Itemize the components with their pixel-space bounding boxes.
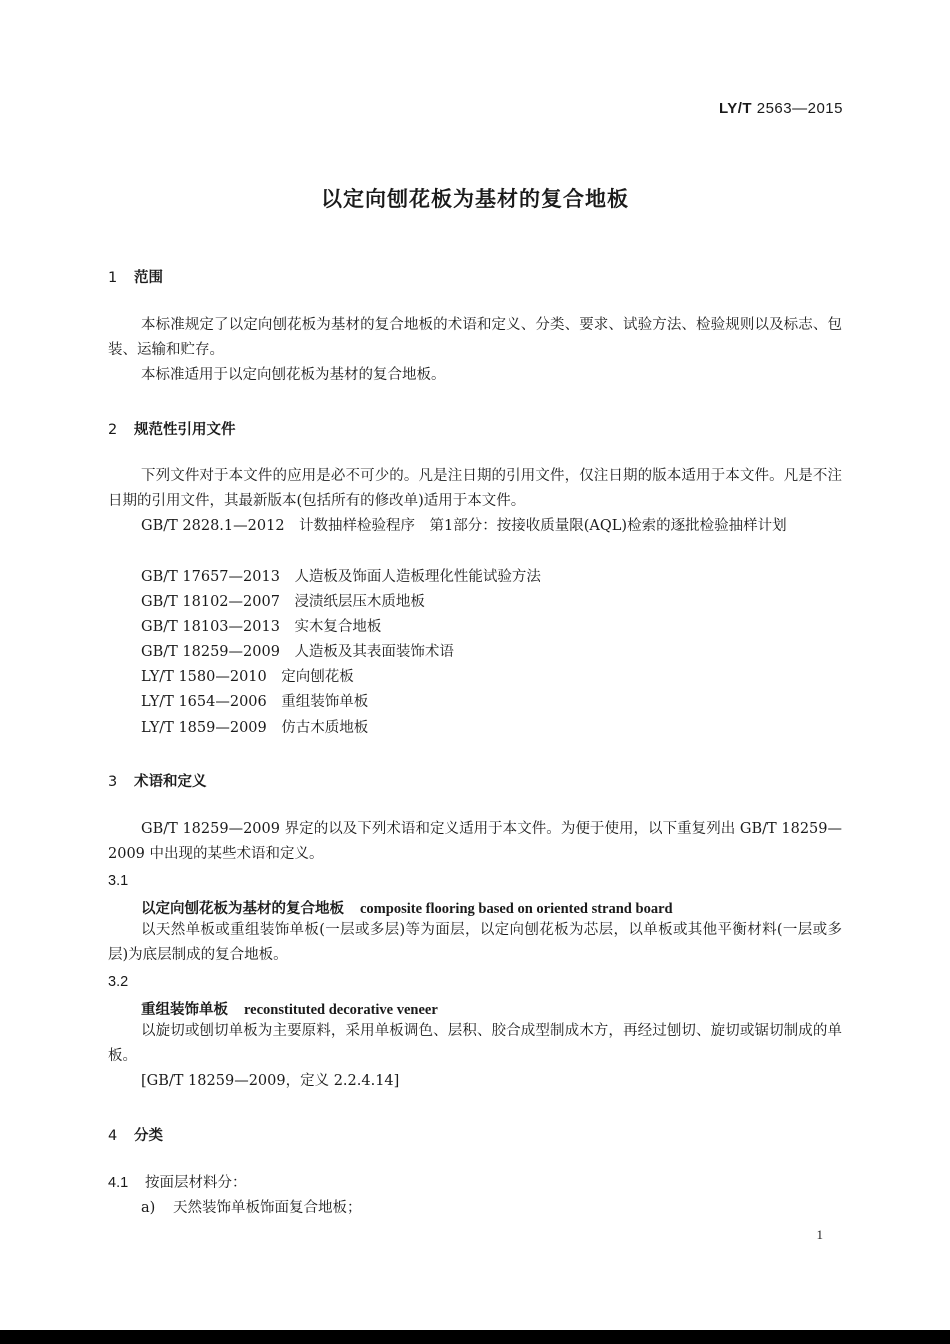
term-number: 3.2 — [108, 974, 129, 990]
reference-item — [141, 615, 381, 640]
reference-title: 重组装饰单板 — [281, 694, 369, 710]
reference-item — [141, 590, 425, 615]
section-number: 3 — [108, 774, 118, 790]
reference-item — [108, 514, 842, 539]
reference-title: 实木复合地板 — [294, 619, 382, 635]
reference-item — [141, 690, 368, 715]
section-number: 1 — [108, 270, 118, 286]
reference-item — [141, 665, 354, 690]
section-heading-4 — [108, 1124, 163, 1145]
subsection-text: 按面层材料分： — [145, 1175, 247, 1191]
term-english: composite flooring based on oriented strand board — [360, 901, 673, 917]
reference-item — [141, 716, 368, 741]
section-number: 4 — [108, 1128, 118, 1144]
reference-title: 仿古木质地板 — [281, 720, 369, 736]
subsection-4-1 — [108, 1171, 247, 1196]
paragraph: 下列文件对于本文件的应用是必不可少的。凡是注日期的引用文件，仅注日期的版本适用于本文件。凡是不注日期的引用文件，其最新版本(包括所有的修改单)适用于本文件。 — [108, 468, 842, 509]
list-text: 天然装饰单板饰面复合地板； — [173, 1200, 362, 1216]
reference-title: 定向刨花板 — [281, 669, 354, 685]
document-title: 以定向刨花板为基材的复合地板 — [321, 187, 629, 211]
section-title: 分类 — [134, 1128, 163, 1144]
term-chinese: 重组装饰单板 — [141, 1002, 228, 1018]
term-chinese: 以定向刨花板为基材的复合地板 — [141, 901, 344, 917]
reference-title: 计数抽样检验程序 第1部分：按接收质量限(AQL)检索的逐批检验抽样计划 — [299, 518, 787, 534]
paragraph: GB/T 18259—2009 界定的以及下列术语和定义适用于本文件。为便于使用，以下重复列出 GB/T 18259—2009 中出现的某些术语和定义。 — [108, 821, 842, 862]
reference-code: GB/T 18259—2009 — [141, 644, 280, 660]
term-source: [GB/T 18259—2009，定义 2.2.4.14] — [141, 1073, 400, 1089]
section-title: 范围 — [134, 270, 163, 286]
paragraph: 本标准适用于以定向刨花板为基材的复合地板。 — [141, 367, 446, 383]
section-heading-2 — [108, 418, 236, 439]
standard-code — [719, 100, 843, 117]
reference-item — [141, 565, 541, 590]
term-number: 3.1 — [108, 873, 129, 889]
reference-code: LY/T 1654—2006 — [141, 694, 267, 710]
term-heading — [141, 897, 673, 918]
section-heading-3 — [108, 770, 207, 791]
paragraph: 本标准规定了以定向刨花板为基材的复合地板的术语和定义、分类、要求、试验方法、检验规则以及标志、包装、运输和贮存。 — [108, 317, 842, 358]
reference-item — [141, 640, 454, 665]
reference-code: GB/T 2828.1—2012 — [141, 518, 285, 534]
reference-code: GB/T 18103—2013 — [141, 619, 280, 635]
reference-title: 人造板及其表面装饰术语 — [294, 644, 454, 660]
list-item — [141, 1196, 362, 1221]
term-definition: 以天然单板或重组装饰单板(一层或多层)等为面层，以定向刨花板为芯层，以单板或其他平衡材料(一层或多层)为底层制成的复合地板。 — [108, 922, 842, 963]
page-number: 1 — [816, 1227, 823, 1242]
standard-prefix: LY/T — [718, 100, 753, 117]
term-english: reconstituted decorative veneer — [244, 1002, 438, 1018]
standard-number: 2563—2015 — [756, 100, 843, 117]
section-heading-1 — [108, 266, 163, 287]
reference-code: GB/T 17657—2013 — [141, 569, 280, 585]
reference-code: LY/T 1859—2009 — [141, 720, 267, 736]
reference-code: LY/T 1580—2010 — [141, 669, 267, 685]
section-title: 术语和定义 — [134, 774, 207, 790]
bottom-border — [0, 1330, 950, 1344]
term-definition: 以旋切或刨切单板为主要原料，采用单板调色、层积、胶合成型制成木方，再经过刨切、旋切或锯切制成的单板。 — [108, 1023, 842, 1064]
list-label: a) — [141, 1200, 156, 1216]
term-heading — [141, 998, 438, 1019]
section-title: 规范性引用文件 — [134, 422, 236, 438]
reference-title: 浸渍纸层压木质地板 — [294, 594, 425, 610]
subsection-number: 4.1 — [108, 1175, 129, 1191]
reference-title: 人造板及饰面人造板理化性能试验方法 — [294, 569, 541, 585]
section-number: 2 — [108, 422, 118, 438]
reference-code: GB/T 18102—2007 — [141, 594, 280, 610]
